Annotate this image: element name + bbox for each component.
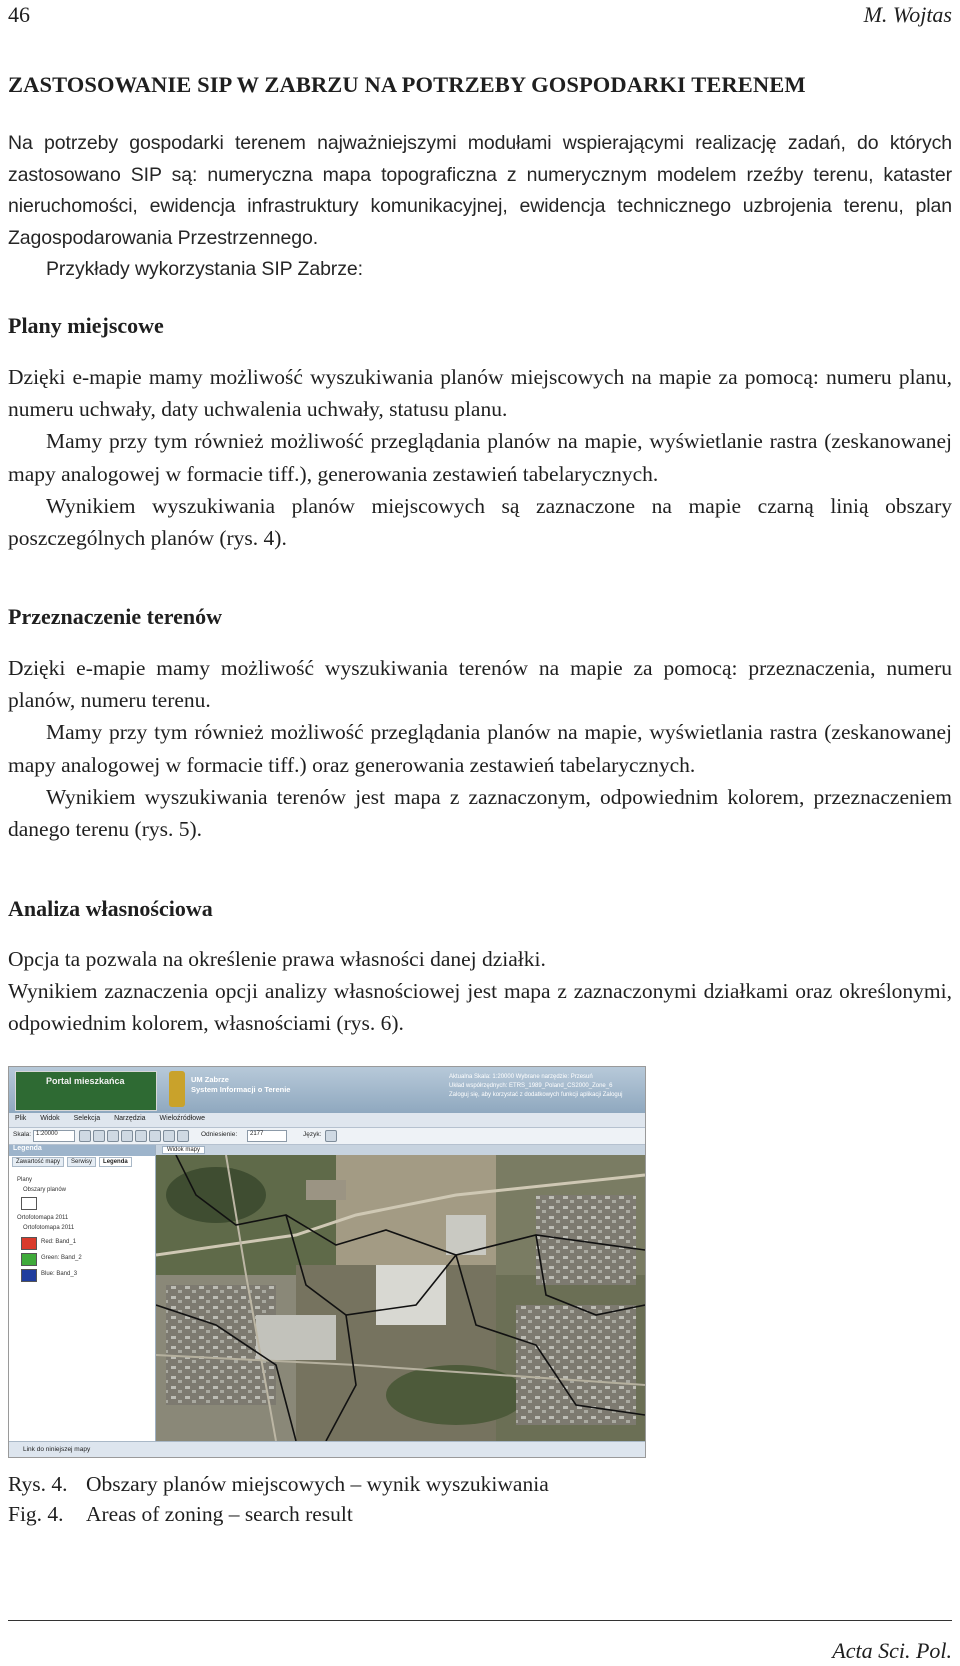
legend-ortho: Ortofotomapa 2011 bbox=[17, 1215, 69, 1221]
back-icon[interactable] bbox=[177, 1130, 189, 1142]
portal-logo bbox=[15, 1071, 157, 1111]
section-title: ZASTOSOWANIE SIP W ZABRZU NA POTRZEBY GOSPODARKI TERENEM bbox=[8, 72, 806, 97]
section1-paragraph-1: Dzięki e-mapie mamy możliwość wyszukiwania planów miejscowych na mapie za pomocą: numeru planu, numeru uchwały, daty uchwalenia uchwały, statusu planu. bbox=[8, 365, 952, 422]
zoom-in-icon[interactable] bbox=[79, 1130, 91, 1142]
intro-block bbox=[8, 128, 952, 286]
legend-zoning: Obszary planów bbox=[23, 1187, 67, 1193]
legend-red-swatch bbox=[21, 1237, 37, 1250]
org-name: UM Zabrze bbox=[191, 1075, 229, 1084]
portal-info bbox=[449, 1073, 639, 1100]
running-header bbox=[8, 2, 952, 28]
intro-paragraph: Na potrzeby gospodarki terenem najważniejszymi modułami wspierającymi realizację zadań, do których zastosowano SIP są: numeryczna mapa topograficzna z numerycznym modelem rzeźby terenu, kataster nieruchomości, ewidencja infrastruktury komunikacyjnej, ewidencja technicznego uzbrojenia terenu, plan Zagospodarowania Przestrzennego. bbox=[8, 132, 952, 249]
section3-block bbox=[8, 943, 952, 1040]
menu-selekcja[interactable]: Selekcja bbox=[73, 1115, 101, 1122]
heading-analiza-wlasnosciowa: Analiza własnościowa bbox=[8, 896, 213, 921]
tab-legend[interactable]: Legenda bbox=[99, 1157, 132, 1167]
aerial-orthophoto[interactable] bbox=[156, 1155, 645, 1441]
portal-status-bar bbox=[9, 1441, 645, 1458]
legend-tabs bbox=[9, 1157, 155, 1169]
footer-rule bbox=[8, 1620, 952, 1621]
portal-menu-bar bbox=[9, 1113, 645, 1128]
tab-services[interactable]: Serwisy bbox=[67, 1157, 96, 1167]
caption-polish bbox=[8, 1472, 549, 1497]
org-system-name: System Informacji o Terenie bbox=[191, 1085, 291, 1094]
section2-paragraph-1: Dzięki e-mapie mamy możliwość wyszukiwania terenów na mapie za pomocą: przeznaczenia, numeru planów, numeru terenu. bbox=[8, 656, 952, 713]
caption-english-key: Fig. 4. bbox=[8, 1502, 64, 1526]
language-label: Język: bbox=[303, 1131, 322, 1138]
portal-organization bbox=[191, 1075, 311, 1095]
legend-green-label: Green: Band_2 bbox=[41, 1255, 82, 1261]
portal-toolbar bbox=[9, 1128, 645, 1145]
section3-paragraph-2: Wynikiem zaznaczenia opcji analizy własnościowej jest mapa z zaznaczonymi działkami oraz określonymi, odpowiednim kolorem, własnościami (rys. 6). bbox=[8, 979, 952, 1036]
map-view-tabbar bbox=[156, 1145, 645, 1155]
heading-przeznaczenie-terenow: Przeznaczenie terenów bbox=[8, 604, 222, 629]
intro-examples-line: Przykłady wykorzystania SIP Zabrze: bbox=[46, 258, 363, 281]
section2-paragraph-2: Mamy przy tym również możliwość przeglądania planów na mapie, wyświetlania rastra (zeskanowanej mapy analogowej w formacie tiff.) oraz generowania zestawień tabelarycznych. bbox=[8, 720, 952, 777]
figure-map-screenshot bbox=[8, 1066, 646, 1458]
zoom-out-icon[interactable] bbox=[93, 1130, 105, 1142]
reference-input[interactable]: 2177 bbox=[247, 1130, 287, 1142]
pan-icon[interactable] bbox=[107, 1130, 119, 1142]
caption-polish-key: Rys. 4. bbox=[8, 1472, 68, 1496]
caption-english-text: Areas of zoning – search result bbox=[86, 1502, 353, 1526]
scale-input[interactable]: 1:20000 bbox=[33, 1130, 75, 1142]
section1-paragraph-2: Mamy przy tym również możliwość przeglądania planów na mapie, wyświetlanie rastra (zeskanowanej mapy analogowej w formacie tiff.), generowania zestawień tabelarycznych. bbox=[8, 429, 952, 486]
legend-blue-swatch bbox=[21, 1269, 37, 1282]
measure-icon[interactable] bbox=[135, 1130, 147, 1142]
caption-polish-text: Obszary planów miejscowych – wynik wyszukiwania bbox=[86, 1472, 549, 1496]
city-crest-icon bbox=[169, 1071, 185, 1107]
print-icon[interactable] bbox=[163, 1130, 175, 1142]
legend-ortho-sub: Ortofotomapa 2011 bbox=[23, 1225, 75, 1231]
portal-logo-text: Portal mieszkańca bbox=[46, 1076, 125, 1086]
journal-name: Acta Sci. Pol. bbox=[832, 1638, 952, 1663]
legend-plans: Plany bbox=[17, 1177, 33, 1183]
caption-english bbox=[8, 1502, 353, 1527]
select-icon[interactable] bbox=[149, 1130, 161, 1142]
menu-wielozrodlowe[interactable]: Wieloźródłowe bbox=[159, 1115, 206, 1122]
scale-label: Skala: bbox=[13, 1131, 32, 1138]
heading-plany-miejscowe: Plany miejscowe bbox=[8, 313, 164, 338]
language-flag-icon[interactable] bbox=[325, 1130, 337, 1142]
legend-zoning-swatch bbox=[21, 1197, 37, 1210]
map-view[interactable] bbox=[156, 1145, 645, 1441]
section1-block bbox=[8, 361, 952, 554]
legend-red-label: Red: Band_1 bbox=[41, 1239, 77, 1245]
reference-label: Odniesienie: bbox=[201, 1131, 238, 1138]
legend-green-swatch bbox=[21, 1253, 37, 1266]
info-scale-line: Aktualna Skala: 1:20000 Wybrane narzędzie: Przesuń bbox=[449, 1074, 593, 1080]
section3-paragraph-1: Opcja ta pozwala na określenie prawa własności danej działki. bbox=[8, 947, 546, 971]
page-number: 46 bbox=[8, 2, 30, 27]
author-name: M. Wojtas bbox=[863, 2, 952, 27]
portal-banner bbox=[9, 1067, 645, 1113]
info-icon[interactable] bbox=[121, 1130, 133, 1142]
section2-block bbox=[8, 652, 952, 845]
tab-map-content[interactable]: Zawartość mapy bbox=[12, 1157, 64, 1167]
legend-blue-label: Blue: Band_3 bbox=[41, 1271, 78, 1277]
section1-paragraph-3: Wynikiem wyszukiwania planów miejscowych są zaznaczone na mapie czarną linią obszary poszczególnych planów (rys. 4). bbox=[8, 493, 952, 551]
menu-narzedzia[interactable]: Narzędzia bbox=[114, 1115, 146, 1122]
tab-map-view[interactable]: Widok mapy bbox=[162, 1146, 205, 1154]
legend-panel bbox=[9, 1145, 156, 1441]
map-link[interactable]: Link do niniejszej mapy bbox=[23, 1446, 91, 1453]
info-crs-line: Układ współrzędnych: ETRS_1989_Poland_CS2000_Zone_6 bbox=[449, 1083, 613, 1089]
menu-plik[interactable]: Plik bbox=[15, 1115, 27, 1122]
info-login-line[interactable]: Zaloguj się, aby korzystać z dodatkowych funkcji aplikacji Zaloguj bbox=[449, 1092, 623, 1098]
section2-paragraph-3: Wynikiem wyszukiwania terenów jest mapa z zaznaczonym, odpowiednim kolorem, przeznaczeniem danego terenu (rys. 5). bbox=[8, 784, 952, 842]
legend-panel-title: Legenda bbox=[9, 1145, 155, 1156]
menu-widok[interactable]: Widok bbox=[40, 1115, 60, 1122]
